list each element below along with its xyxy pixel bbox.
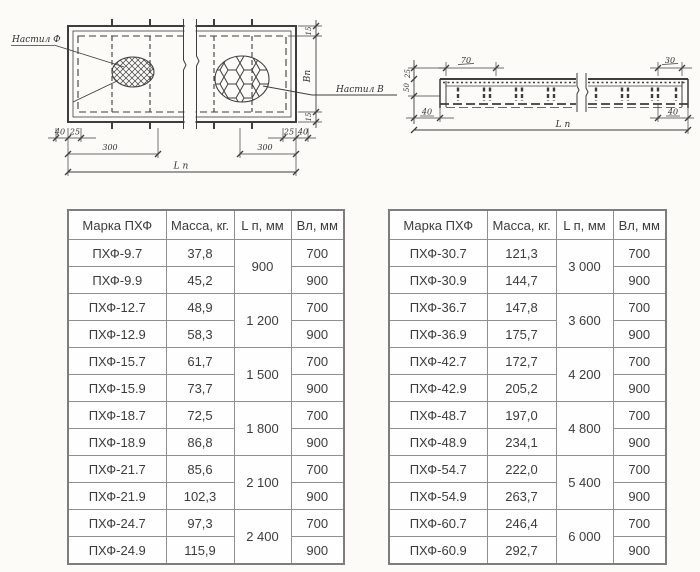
mark-cell: ПХФ-18.7 <box>68 402 166 429</box>
length-cell: 3 600 <box>556 294 613 348</box>
dim-bp-label: Вп <box>303 69 313 83</box>
mark-cell: ПХФ-30.9 <box>389 267 487 294</box>
column-header: Марка ПХФ <box>68 210 166 240</box>
column-header: Масса, кг. <box>487 210 556 240</box>
mass-cell: 263,7 <box>487 483 556 510</box>
section-break-gap <box>578 73 587 113</box>
length-cell: 5 400 <box>556 456 613 510</box>
width-cell: 700 <box>291 294 344 321</box>
mark-cell: ПХФ-36.7 <box>389 294 487 321</box>
section-view-drawing <box>400 0 700 200</box>
table-row <box>68 348 344 375</box>
column-header: Вл, мм <box>613 210 666 240</box>
mass-cell: 197,0 <box>487 402 556 429</box>
table-row <box>68 456 344 483</box>
table-row <box>68 483 344 510</box>
width-cell: 700 <box>291 456 344 483</box>
table-row <box>389 294 666 321</box>
decking-v-label: Настил В <box>336 85 384 95</box>
mass-cell: 175,7 <box>487 321 556 348</box>
table-row <box>389 348 666 375</box>
decking-v-honeycomb-blob <box>215 56 269 102</box>
width-cell: 700 <box>291 240 344 267</box>
mass-cell: 115,9 <box>166 537 234 565</box>
mass-cell: 144,7 <box>487 267 556 294</box>
length-cell: 900 <box>234 240 291 294</box>
mass-cell: 72,5 <box>166 402 234 429</box>
mass-cell: 86,8 <box>166 429 234 456</box>
mark-cell: ПХФ-9.7 <box>68 240 166 267</box>
width-cell: 900 <box>291 267 344 294</box>
mark-cell: ПХФ-24.7 <box>68 510 166 537</box>
length-cell: 3 000 <box>556 240 613 294</box>
dim-40-section-left: 40 <box>421 107 433 117</box>
table-row <box>68 240 344 267</box>
mark-cell: ПХФ-30.7 <box>389 240 487 267</box>
width-cell: 700 <box>613 402 666 429</box>
dim-300-left: 300 <box>102 143 118 152</box>
section-panel <box>440 79 688 108</box>
dim-lp-section: L п <box>555 120 571 130</box>
table-row <box>389 537 666 565</box>
table-row <box>68 402 344 429</box>
table-row <box>389 321 666 348</box>
length-cell: 1 200 <box>234 294 291 348</box>
length-cell: 6 000 <box>556 510 613 565</box>
table-row <box>68 510 344 537</box>
dim-50-section: 50 <box>403 83 411 92</box>
mark-cell: ПХФ-60.7 <box>389 510 487 537</box>
width-cell: 700 <box>613 348 666 375</box>
length-cell: 2 400 <box>234 510 291 565</box>
mass-cell: 234,1 <box>487 429 556 456</box>
mass-cell: 61,7 <box>166 348 234 375</box>
length-cell: 2 100 <box>234 456 291 510</box>
mass-cell: 37,8 <box>166 240 234 267</box>
dim-40-right: 40 <box>297 127 309 137</box>
width-cell: 900 <box>613 483 666 510</box>
mark-cell: ПХФ-9.9 <box>68 267 166 294</box>
table-row <box>68 294 344 321</box>
mark-cell: ПХФ-54.9 <box>389 483 487 510</box>
width-cell: 900 <box>291 321 344 348</box>
length-cell: 1 500 <box>234 348 291 402</box>
table-row <box>68 429 344 456</box>
width-cell: 900 <box>291 537 344 565</box>
dim-25-right: 25 <box>283 127 295 137</box>
mass-cell: 97,3 <box>166 510 234 537</box>
width-cell: 700 <box>291 510 344 537</box>
table-row <box>68 267 344 294</box>
column-header: Вл, мм <box>291 210 344 240</box>
mass-cell: 246,4 <box>487 510 556 537</box>
dim-25-section: 25 <box>404 69 412 78</box>
mark-cell: ПХФ-12.7 <box>68 294 166 321</box>
table-row <box>389 483 666 510</box>
mass-cell: 121,3 <box>487 240 556 267</box>
length-cell: 1 800 <box>234 402 291 456</box>
decking-f-hatch-blob <box>112 57 154 87</box>
mark-cell: ПХФ-42.7 <box>389 348 487 375</box>
mass-cell: 172,7 <box>487 348 556 375</box>
table-row <box>68 375 344 402</box>
mark-cell: ПХФ-21.7 <box>68 456 166 483</box>
table-row <box>389 456 666 483</box>
table-row <box>389 267 666 294</box>
table-row <box>389 402 666 429</box>
mark-cell: ПХФ-24.9 <box>68 537 166 565</box>
width-cell: 700 <box>613 510 666 537</box>
width-cell: 700 <box>291 402 344 429</box>
width-cell: 900 <box>291 483 344 510</box>
length-cell: 4 200 <box>556 348 613 402</box>
mass-cell: 147,8 <box>487 294 556 321</box>
mark-cell: ПХФ-18.9 <box>68 429 166 456</box>
width-cell: 900 <box>291 429 344 456</box>
plan-view-drawing <box>0 0 400 200</box>
mass-cell: 45,2 <box>166 267 234 294</box>
column-header: Марка ПХФ <box>389 210 487 240</box>
width-cell: 900 <box>613 537 666 565</box>
pxf-spec-table-right <box>388 209 667 565</box>
width-cell: 900 <box>613 321 666 348</box>
mass-cell: 222,0 <box>487 456 556 483</box>
dim-30: 30 <box>664 56 676 65</box>
table-row <box>68 321 344 348</box>
width-cell: 900 <box>613 429 666 456</box>
mark-cell: ПХФ-60.9 <box>389 537 487 565</box>
table-row <box>68 537 344 565</box>
mass-cell: 73,7 <box>166 375 234 402</box>
dim-300-right: 300 <box>257 143 273 152</box>
pxf-spec-table-left <box>67 209 345 565</box>
mass-cell: 48,9 <box>166 294 234 321</box>
width-cell: 700 <box>291 348 344 375</box>
dim-40-left: 40 <box>54 127 66 137</box>
mark-cell: ПХФ-48.9 <box>389 429 487 456</box>
dim-25-left: 25 <box>69 127 81 137</box>
mark-cell: ПХФ-21.9 <box>68 483 166 510</box>
length-cell: 4 800 <box>556 402 613 456</box>
column-header: Масса, кг. <box>166 210 234 240</box>
section-dimension-lines <box>406 60 694 134</box>
mark-cell: ПХФ-48.7 <box>389 402 487 429</box>
table-row <box>389 240 666 267</box>
mark-cell: ПХФ-36.9 <box>389 321 487 348</box>
dim-40-section-right: 40 <box>667 107 679 117</box>
header-row <box>389 210 666 240</box>
dim-70: 70 <box>460 56 472 65</box>
width-cell: 700 <box>613 294 666 321</box>
mass-cell: 85,6 <box>166 456 234 483</box>
dim-15-top: 15 <box>305 26 313 36</box>
column-header: L п, мм <box>556 210 613 240</box>
mass-cell: 58,3 <box>166 321 234 348</box>
mark-cell: ПХФ-15.9 <box>68 375 166 402</box>
width-cell: 900 <box>613 267 666 294</box>
mass-cell: 205,2 <box>487 375 556 402</box>
mark-cell: ПХФ-15.7 <box>68 348 166 375</box>
mark-cell: ПХФ-54.7 <box>389 456 487 483</box>
dim-15-bottom: 15 <box>305 112 313 122</box>
width-cell: 900 <box>291 375 344 402</box>
dim-lp-plan: L п <box>173 161 189 172</box>
column-header: L п, мм <box>234 210 291 240</box>
mass-cell: 292,7 <box>487 537 556 565</box>
width-cell: 700 <box>613 456 666 483</box>
table-row <box>389 510 666 537</box>
width-cell: 700 <box>613 240 666 267</box>
header-row <box>68 210 344 240</box>
mass-cell: 102,3 <box>166 483 234 510</box>
table-row <box>389 429 666 456</box>
break-gap <box>185 23 196 125</box>
width-cell: 900 <box>613 375 666 402</box>
decking-f-label: Настил Ф <box>12 35 61 45</box>
mark-cell: ПХФ-12.9 <box>68 321 166 348</box>
mark-cell: ПХФ-42.9 <box>389 375 487 402</box>
table-row <box>389 375 666 402</box>
